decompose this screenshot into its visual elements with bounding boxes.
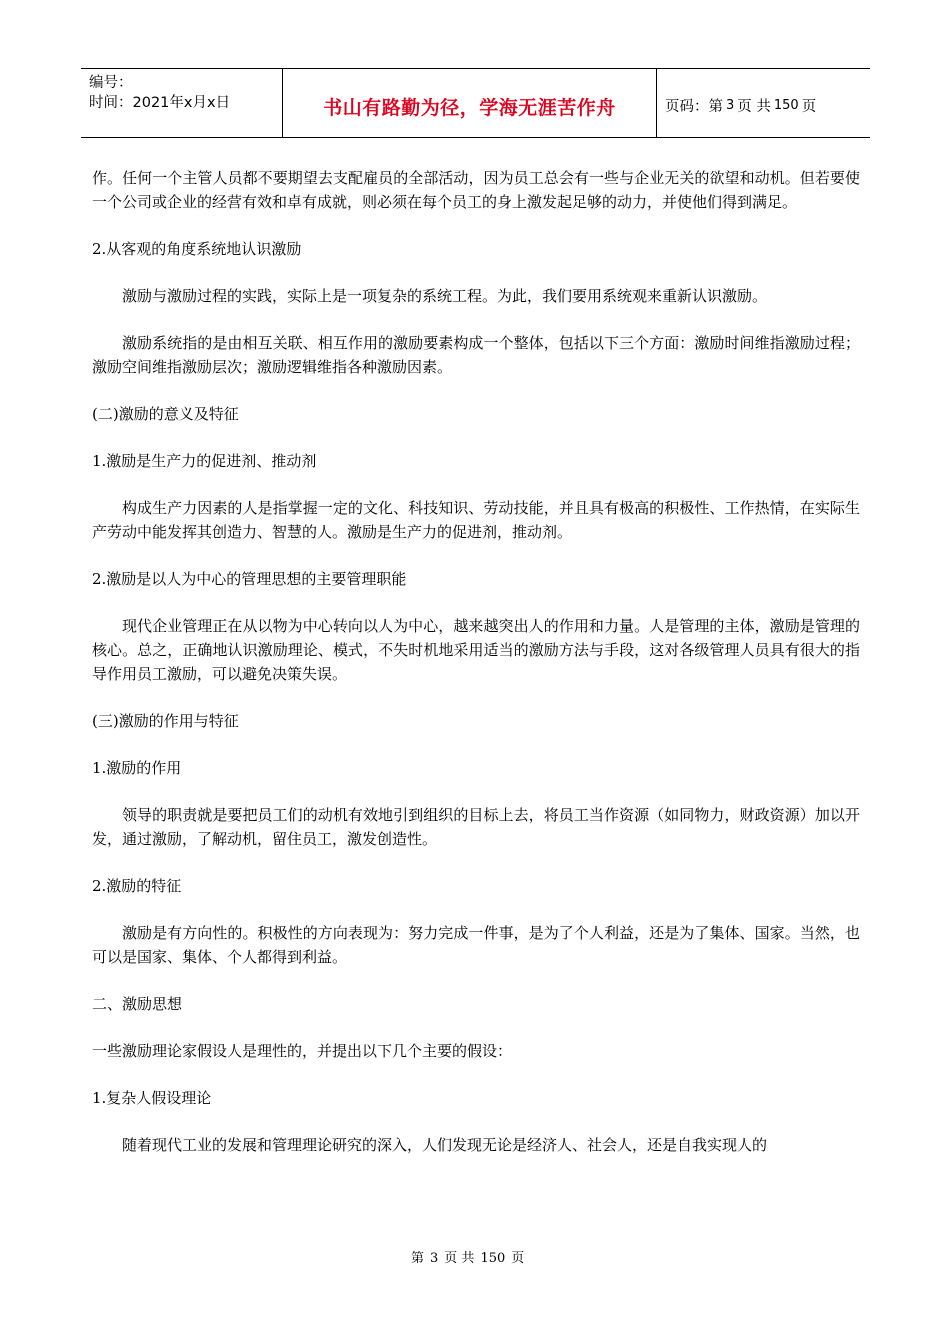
footer-current: 3 (430, 1251, 439, 1266)
body-paragraph: 现代企业管理正在从以物为中心转向以人为中心，越来越突出人的作用和力量。人是管理的主体，激励是管理的核心。总之，正确地认识激励理论、模式，不失时机地采用适当的激励方法与手段，这对各级管理人员具有很大的指导作用员工激励，可以避免决策失误。 (92, 617, 860, 683)
footer-middle: 页 共 (444, 1251, 475, 1266)
section-heading: 2.激励的特征 (92, 877, 182, 895)
page-middle: 页 共 (737, 98, 771, 115)
page-suffix: 页 (801, 98, 817, 115)
page-footer (0, 1247, 950, 1266)
document-number-label: 编号： (89, 75, 133, 91)
body-paragraph: 激励是有方向性的。积极性的方向表现为：努力完成一件事，是为了个人利益，还是为了集体、国家。当然，也可以是国家、集体、个人都得到利益。 (92, 924, 860, 966)
section-heading: 1.复杂人假设理论 (92, 1089, 212, 1107)
section-heading: 二、激励思想 (92, 995, 183, 1013)
body-paragraph: 领导的职责就是要把员工们的动机有效地引到组织的目标上去，将员工当作资源（如同物力，财政资源）加以开发，通过激励，了解动机，留住员工，激发创造性。 (92, 806, 860, 848)
footer-suffix: 页 (511, 1251, 525, 1266)
section-heading: 一些激励理论家假设人是理性的，并提出以下几个主要的假设： (92, 1042, 513, 1060)
section-heading: 1.激励的作用 (92, 759, 182, 777)
header-motto: 书山有路勤为径，学海无涯苦作舟 (323, 96, 616, 119)
section-heading: 1.激励是生产力的促进剂、推动剂 (92, 452, 317, 470)
footer-total: 150 (480, 1251, 506, 1266)
section-heading: (二)激励的意义及特征 (92, 405, 239, 423)
section-heading: 作。任何一个主管人员都不要期望去支配雇员的全部活动，因为员工总会有一些与企业无关的欲望和动机。但若要使一个公司或企业的经营有效和卓有成就，则必须在每个员工的身上激发起足够的动力，并使他们得到满足。 (92, 169, 860, 211)
page-header (81, 68, 870, 138)
body-paragraph: 构成生产力因素的人是指掌握一定的文化、科技知识、劳动技能，并且具有极高的积极性、工作热情，在实际生产劳动中能发挥其创造力、智慧的人。激励是生产力的促进剂，推动剂。 (92, 499, 860, 541)
section-heading: (三)激励的作用与特征 (92, 712, 239, 730)
section-heading: 2.激励是以人为中心的管理思想的主要管理职能 (92, 570, 407, 588)
footer-prefix: 第 (411, 1251, 425, 1266)
document-body (92, 166, 860, 1180)
section-heading: 2.从客观的角度系统地认识激励 (92, 240, 302, 258)
document-date: 时间：2021年x月x日 (89, 95, 231, 111)
body-paragraph: 激励与激励过程的实践，实际上是一项复杂的系统工程。为此，我们要用系统观来重新认识激励。 (122, 287, 768, 305)
header-page-indicator (657, 69, 870, 137)
body-paragraph: 随着现代工业的发展和管理理论研究的深入，人们发现无论是经济人、社会人，还是自我实现人的 (122, 1136, 768, 1154)
page-current: 3 (726, 97, 735, 113)
body-paragraph: 激励系统指的是由相互关联、相互作用的激励要素构成一个整体，包括以下三个方面：激励时间维指激励过程；激励空间维指激励层次；激励逻辑维指各种激励因素。 (92, 334, 860, 376)
header-meta (81, 69, 283, 137)
page-total: 150 (773, 97, 799, 113)
page-prefix: 页码：第 (665, 98, 723, 115)
header-motto-cell (283, 69, 657, 137)
